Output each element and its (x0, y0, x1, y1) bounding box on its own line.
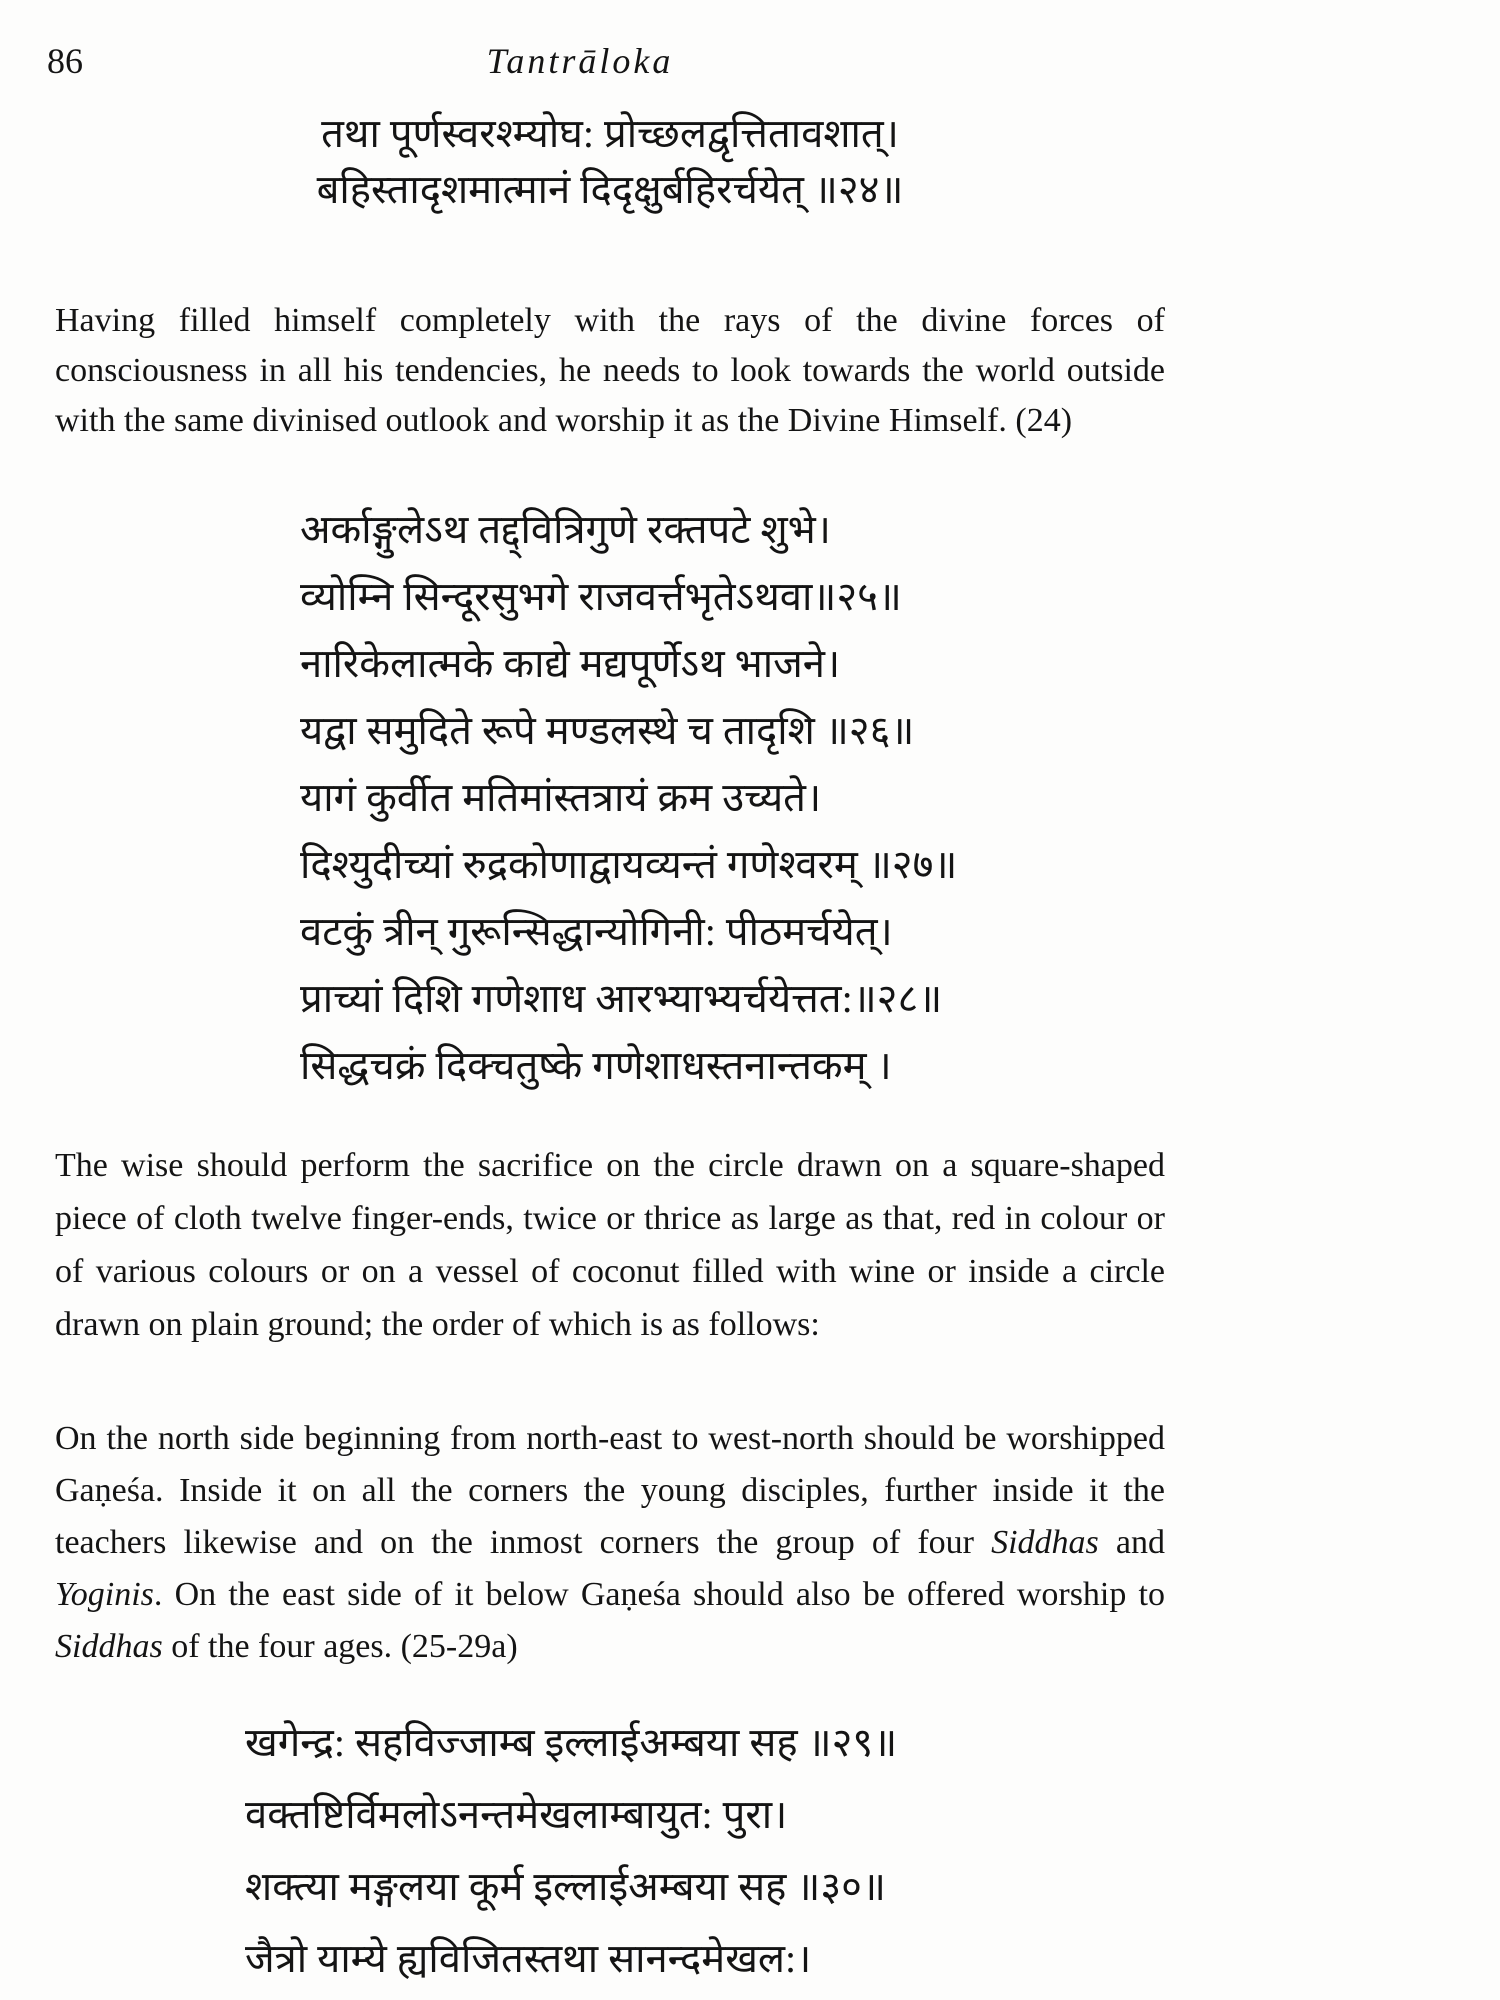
verse-line: खगेन्द्र: सहविज्जाम्ब इल्लाईअम्बया सह ॥२९॥ (245, 1720, 898, 1765)
translation-paragraph-25-26: The wise should perform the sacrifice on the circle drawn on a square-shaped piece of cloth twelve finger-ends, twice or thrice as large as that, red in colour or of various colours or on a vessel of coconut filled with wine or inside a circle drawn on plain ground; the order of which is as follows: (55, 1147, 1165, 1343)
translation-paragraph-27-29 (55, 1413, 1165, 1673)
text-segment: of the four ages. (25-29a) (162, 1628, 518, 1665)
verse-line: दिश्युदीच्यां रुद्रकोणाद्वायव्यन्तं गणेश्वरम् ॥२७॥ (300, 842, 958, 887)
page-number: 86 (47, 41, 83, 81)
verse-line: यागं कुर्वीत मतिमांस्तत्रायं क्रम उच्यते। (300, 775, 822, 820)
sanskrit-verse-25-29 (300, 496, 1165, 1099)
text-segment: . On the east side of it below Gaṇeśa should also be offered worship to (153, 1576, 1165, 1613)
sanskrit-verse-24 (55, 106, 1165, 218)
page-content (47, 0, 1165, 1995)
page-header (47, 38, 1165, 84)
page-title: Tantrāloka (486, 41, 674, 81)
verse-line: वटकुं त्रीन् गुरून्सिद्धान्योगिनी: पीठमर्चयेत्। (300, 909, 893, 954)
verse-line: यद्वा समुदिते रूपे मण्डलस्थे च तादृशि ॥२६॥ (300, 708, 915, 753)
translation-paragraph-24: Having filled himself completely with the rays of the divine forces of consciousness in all his tendencies, he needs to look towards the world outside with the same divinised outlook and worship it as the Divine Himself. (24) (55, 302, 1165, 439)
italic-term: Siddhas (991, 1524, 1099, 1561)
verse-line: सिद्धचक्रं दिक्चतुष्के गणेशाधस्तनान्तकम् । (300, 1043, 892, 1088)
verse-line: प्राच्यां दिशि गणेशाध आरभ्याभ्यर्चयेत्तत:॥२८॥ (300, 976, 943, 1021)
verse-line: जैत्रो याम्ये ह्यविजितस्तथा सानन्दमेखल:। (245, 1936, 812, 1981)
verse-line: व्योम्नि सिन्दूरसुभगे राजवर्त्तभृतेऽथवा॥२५॥ (300, 574, 902, 619)
verse-line: बहिस्तादृशमात्मानं दिदृक्षुर्बहिरर्चयेत् ॥२४॥ (316, 167, 904, 212)
verse-line: वक्तष्टिर्विमलोऽनन्तमेखलाम्बायुत: पुरा। (245, 1792, 788, 1837)
italic-term: Yoginis (55, 1576, 154, 1613)
verse-line: नारिकेलात्मके काद्ये मद्यपूर्णेऽथ भाजने। (300, 641, 841, 686)
verse-line: शक्त्या मङ्गलया कूर्म इल्लाईअम्बया सह ॥३०॥ (245, 1864, 886, 1909)
text-segment: On the north side beginning from north-east to west-north should be worshipped Gaṇeśa. Inside it on all the corners the young disciples, further inside it the teachers likewise and on the inmost corners the group of four (55, 1420, 1165, 1561)
text-segment: and (1098, 1524, 1165, 1561)
italic-term: Siddhas (55, 1628, 163, 1665)
verse-line: अर्काङ्गुलेऽथ तद्द्वित्रिगुणे रक्तपटे शुभे। (300, 507, 831, 552)
sanskrit-verse-29-31 (245, 1707, 1165, 1995)
verse-line: तथा पूर्णस्वरश्म्योघ: प्रोच्छलद्वृत्तितावशात्। (321, 111, 899, 156)
